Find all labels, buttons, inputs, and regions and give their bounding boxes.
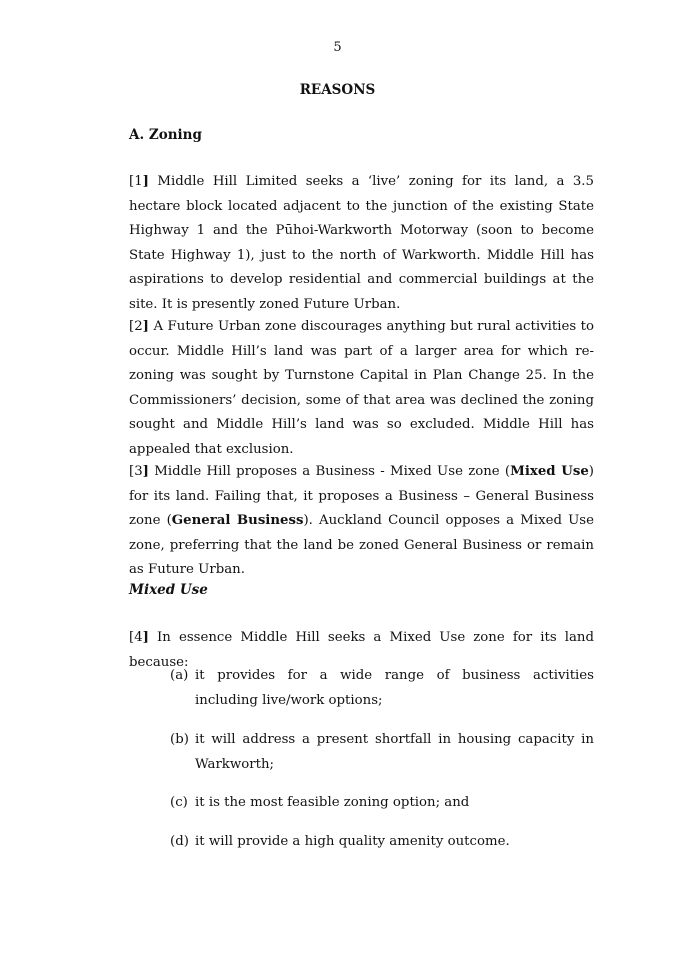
defined-term-general-business: General Business: [171, 513, 304, 529]
list-item: [170, 791, 594, 816]
paragraph-text: Middle Hill proposes a Business - Mixed Use zone (: [148, 464, 511, 479]
paragraph-2: [129, 315, 594, 463]
paragraph-text: Middle Hill Limited seeks a ‘live’ zoning for its land, a 3.5 hectare block located adjacent to the junction of the existing State Highway 1 and the Pūhoi-Warkworth Motorway (soon to become State Highway 1), just to the north of Warkworth. Middle Hill has aspirations to develop residential and commercial buildings at the site. It is presently zoned Future Urban.: [129, 174, 594, 312]
paragraph-3: [129, 460, 594, 583]
paragraph-number: [2]: [129, 319, 149, 334]
paragraph-text: A Future Urban zone discourages anything but rural activities to occur. Middle Hill’s land was part of a larger area for which re-zoning was sought by Turnstone Capital in Plan Change 25. In the Commissioners’ decision, some of that area was declined the zoning sought and Middle Hill’s land was so excluded. Middle Hill has appealed that exclusion.: [129, 319, 594, 457]
list-marker: (d): [170, 834, 189, 849]
list-item: [170, 830, 594, 855]
paragraph-number: [1]: [129, 174, 149, 189]
list-item: [170, 728, 594, 777]
paragraph-number: [3]: [129, 464, 149, 479]
list-marker: (b): [170, 732, 189, 747]
list-marker: (a): [170, 668, 189, 683]
list-item: [170, 664, 594, 713]
page-number: 5: [333, 40, 342, 55]
sub-heading: Mixed Use: [129, 582, 208, 598]
section-heading: A. Zoning: [129, 127, 202, 143]
list-item-text: it provides for a wide range of business activities including live/work options;: [195, 668, 594, 708]
paragraph-text: ) for its land. Failing that, it proposes a Business – General Business zone (: [129, 464, 594, 529]
page-heading: REASONS: [299, 82, 376, 98]
paragraph-text: In essence Middle Hill seeks a Mixed Use zone for its land because:: [129, 630, 594, 670]
defined-term-mixed-use: Mixed Use: [510, 464, 589, 479]
list-marker: (c): [170, 795, 188, 810]
paragraph-number: [4]: [129, 630, 149, 645]
list-item-text: it will address a present shortfall in housing capacity in Warkworth;: [195, 732, 594, 772]
paragraph-text: ). Auckland Council opposes a Mixed Use zone, preferring that the land be zoned General Business or remain as Future Urban.: [129, 513, 594, 578]
paragraph-1: [129, 170, 594, 318]
list-item-text: it is the most feasible zoning option; and: [195, 795, 470, 810]
list-item-text: it will provide a high quality amenity outcome.: [195, 834, 510, 849]
